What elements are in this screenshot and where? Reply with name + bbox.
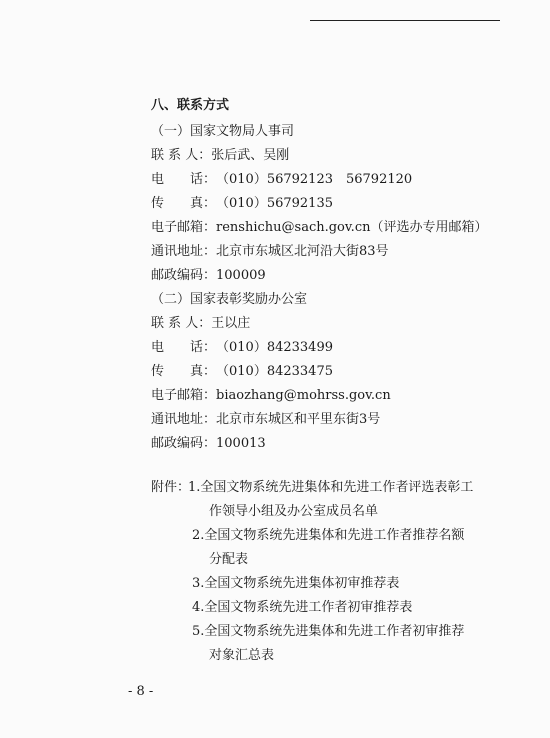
attachment-item-1-line2: 作领导小组及办公室成员名单: [209, 504, 379, 519]
zip-label: 邮政编码：: [151, 436, 217, 451]
group1-contact-row: [151, 148, 289, 164]
email-value: renshichu@sach.gov.cn（评选办专用邮箱）: [216, 220, 488, 235]
group2-zip-row: [151, 436, 266, 452]
address-value: 北京市东城区北河沿大街83号: [216, 244, 389, 259]
group1-zip-row: [151, 268, 266, 284]
page-number: - 8 -: [128, 684, 154, 699]
fax-value: （010）84233475: [216, 364, 333, 379]
attachment-item-5-line2: 对象汇总表: [209, 648, 275, 663]
contact-label: 联 系 人：: [151, 316, 212, 331]
address-label: 通讯地址：: [151, 244, 217, 259]
zip-value: 100009: [216, 268, 266, 283]
attachments-label: 附件：: [151, 480, 191, 495]
address-label: 通讯地址：: [151, 412, 217, 427]
contact-label: 联 系 人：: [151, 148, 212, 163]
fax-label: 传 真：: [151, 364, 217, 379]
top-rule: [310, 20, 500, 21]
phone-value: （010）84233499: [216, 340, 333, 355]
group2-address-row: [151, 412, 380, 428]
attachment-item-1-line1: 1.全国文物系统先进集体和先进工作者评选表彰工: [188, 480, 474, 495]
zip-value: 100013: [216, 436, 266, 451]
group2-email-row: [151, 388, 391, 404]
fax-label: 传 真：: [151, 196, 217, 211]
group2-fax-row: [151, 364, 333, 380]
address-value: 北京市东城区和平里东街3号: [216, 412, 381, 427]
group1-phone-row: [151, 172, 412, 188]
attachment-item-3: 3.全国文物系统先进集体初审推荐表: [192, 576, 400, 591]
zip-label: 邮政编码：: [151, 268, 217, 283]
attachment-item-2-line2: 分配表: [209, 552, 249, 567]
group1-address-row: [151, 244, 389, 260]
email-label: 电子邮箱：: [151, 388, 217, 403]
attachment-item-5-line1: 5.全国文物系统先进集体和先进工作者初审推荐: [192, 624, 465, 639]
phone-value: （010）56792123 56792120: [216, 172, 413, 187]
group2-title: （二）国家表彰奖励办公室: [151, 292, 308, 307]
section-title: 八、联系方式: [151, 98, 230, 113]
group1-title: （一）国家文物局人事司: [151, 124, 295, 139]
group2-contact-row: [151, 316, 250, 332]
fax-value: （010）56792135: [216, 196, 333, 211]
phone-label: 电 话：: [151, 340, 217, 355]
email-value: biaozhang@mohrss.gov.cn: [216, 388, 391, 403]
email-label: 电子邮箱：: [151, 220, 217, 235]
group1-email-row: [151, 220, 487, 236]
group2-phone-row: [151, 340, 333, 356]
phone-label: 电 话：: [151, 172, 217, 187]
contact-value: 王以庄: [211, 316, 251, 331]
group1-fax-row: [151, 196, 333, 212]
contact-value: 张后武、吴刚: [211, 148, 290, 163]
attachment-item-4: 4.全国文物系统先进工作者初审推荐表: [192, 600, 413, 615]
attachment-item-2-line1: 2.全国文物系统先进集体和先进工作者推荐名额: [192, 528, 465, 543]
